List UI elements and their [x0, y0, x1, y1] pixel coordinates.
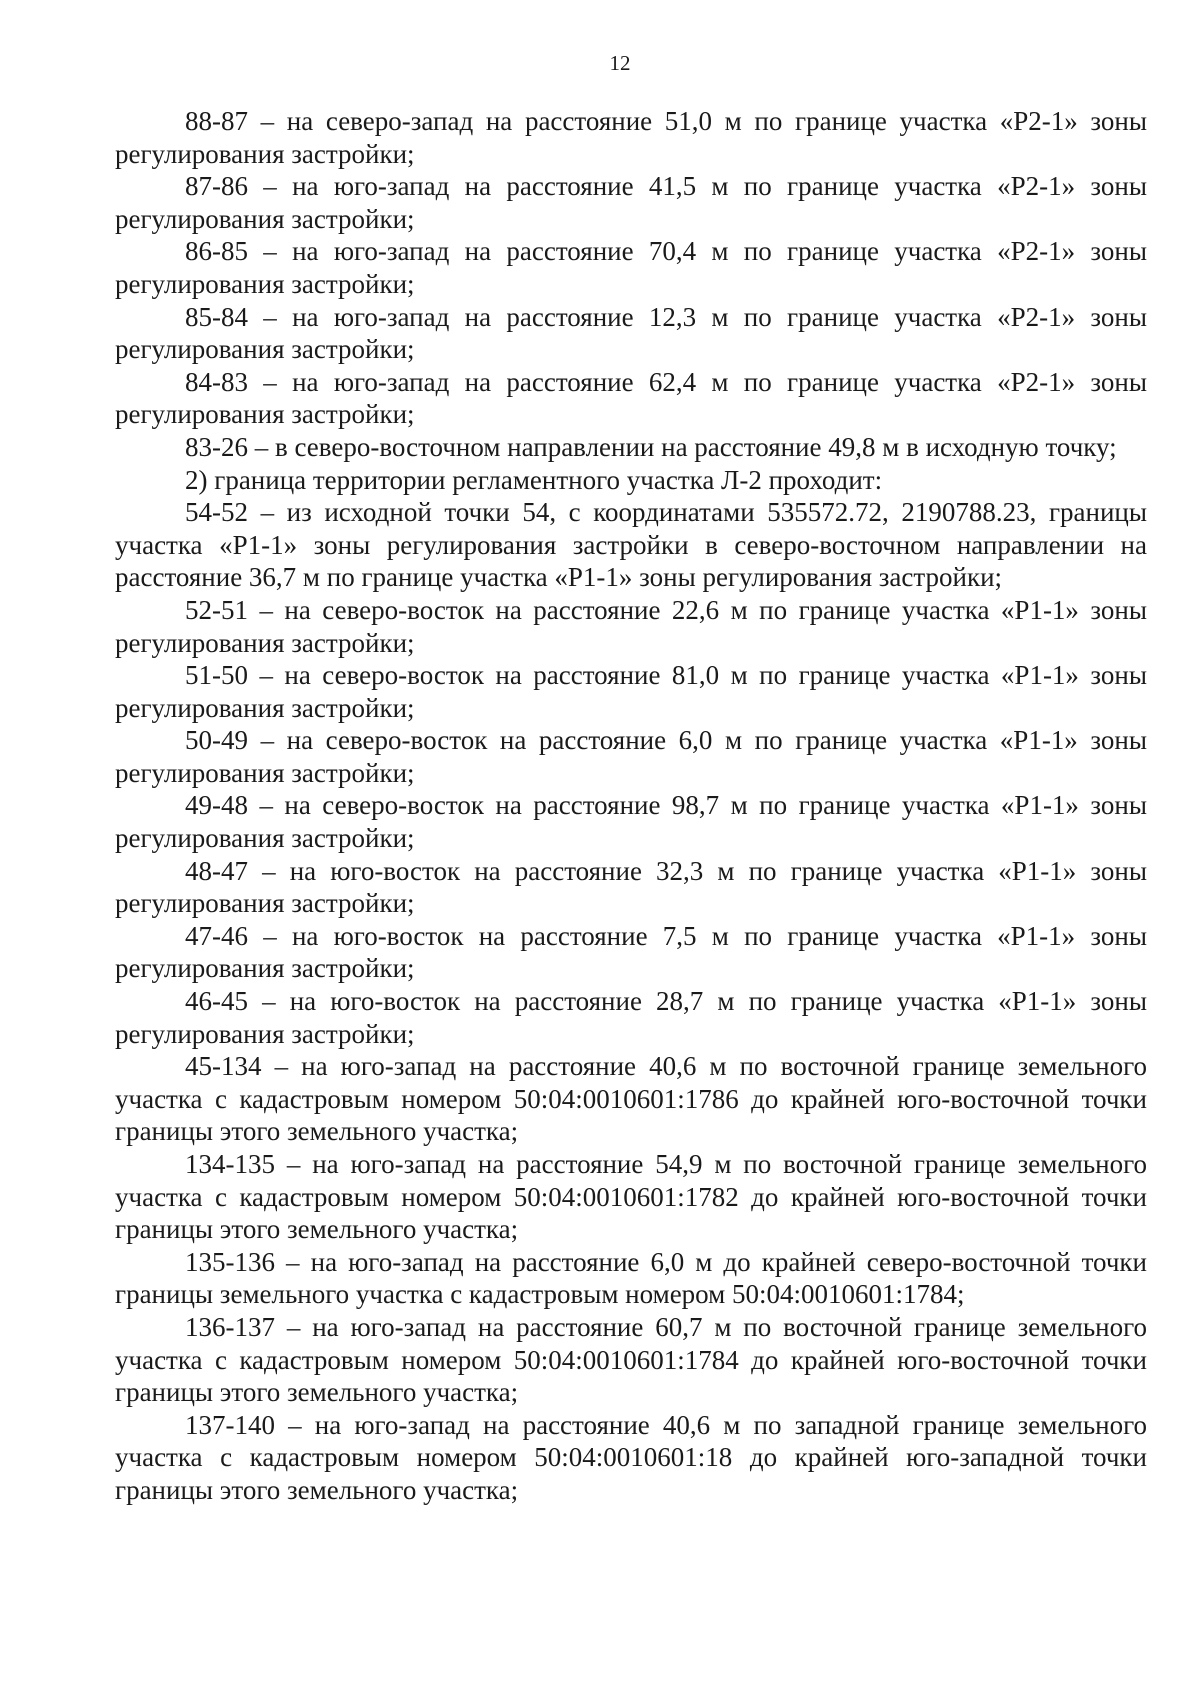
paragraph-54-52: 54-52 – из исходной точки 54, с координатами 535572.72, 2190788.23, границы участка «Р1-1» зоны регулирования застройки в северо-восточном направлении на расстояние 36,7 м по границе участка «Р1-1» зоны регулирования застройки; — [115, 497, 1147, 593]
paragraph-50-49: 50-49 – на северо-восток на расстояние 6,0 м по границе участка «Р1-1» зоны регулирования застройки; — [115, 725, 1147, 788]
paragraph-49-48: 49-48 – на северо-восток на расстояние 98,7 м по границе участка «Р1-1» зоны регулирования застройки; — [115, 790, 1147, 854]
paragraph-88-87: 88-87 – на северо-запад на расстояние 51,0 м по границе участка «Р2-1» зоны регулирования застройки; — [115, 106, 1147, 169]
paragraph-47-46: 47-46 – на юго-восток на расстояние 7,5 м по границе участка «Р1-1» зоны регулирования застройки; — [115, 920, 1147, 984]
paragraph-135-136: 135-136 – на юго-запад на расстояние 6,0 м до крайней северо-восточной точки границы земельного участка с кадастровым номером 50:04:0010601:1784; — [115, 1246, 1147, 1310]
paragraph-86-85: 86-85 – на юго-запад на расстояние 70,4 м по границе участка «Р2-1» зоны регулирования застройки; — [115, 236, 1147, 299]
paragraph-85-84: 85-84 – на юго-запад на расстояние 12,3 м по границе участка «Р2-1» зоны регулирования застройки; — [115, 301, 1147, 365]
paragraph-46-45: 46-45 – на юго-восток на расстояние 28,7 м по границе участка «Р1-1» зоны регулирования застройки; — [115, 986, 1147, 1049]
paragraph-134-135: 134-135 – на юго-запад на расстояние 54,9 м по восточной границе земельного участка с кадастровым номером 50:04:0010601:1782 до крайней юго-восточной точки границы этого земельного участка; — [115, 1149, 1147, 1245]
paragraph-83-26: 83-26 – в северо-восточном направлении на расстояние 49,8 м в исходную точку; — [185, 431, 1117, 462]
paragraph-45-134: 45-134 – на юго-запад на расстояние 40,6 м по восточной границе земельного участка с кадастровым номером 50:04:0010601:1786 до крайней юго-восточной точки границы этого земельного участка; — [115, 1051, 1147, 1147]
page-number: 12 — [609, 51, 631, 75]
paragraph-section-l2-heading: 2) граница территории регламентного участка Л-2 проходит: — [185, 464, 883, 495]
document-body — [115, 105, 1147, 1507]
paragraph-51-50: 51-50 – на северо-восток на расстояние 81,0 м по границе участка «Р1-1» зоны регулирования застройки; — [115, 660, 1147, 723]
paragraph-84-83: 84-83 – на юго-запад на расстояние 62,4 м по границе участка «Р2-1» зоны регулирования застройки; — [115, 366, 1147, 430]
paragraph-48-47: 48-47 – на юго-восток на расстояние 32,3 м по границе участка «Р1-1» зоны регулирования застройки; — [115, 855, 1147, 919]
paragraph-87-86: 87-86 – на юго-запад на расстояние 41,5 м по границе участка «Р2-1» зоны регулирования застройки; — [115, 171, 1147, 234]
paragraph-137-140: 137-140 – на юго-запад на расстояние 40,6 м по западной границе земельного участка с кадастровым номером 50:04:0010601:18 до крайней юго-западной точки границы этого земельного участка; — [115, 1409, 1147, 1505]
paragraph-52-51: 52-51 – на северо-восток на расстояние 22,6 м по границе участка «Р1-1» зоны регулирования застройки; — [115, 594, 1147, 658]
paragraph-136-137: 136-137 – на юго-запад на расстояние 60,7 м по восточной границе земельного участка с кадастровым номером 50:04:0010601:1784 до крайней юго-восточной точки границы этого земельного участка; — [115, 1311, 1147, 1408]
